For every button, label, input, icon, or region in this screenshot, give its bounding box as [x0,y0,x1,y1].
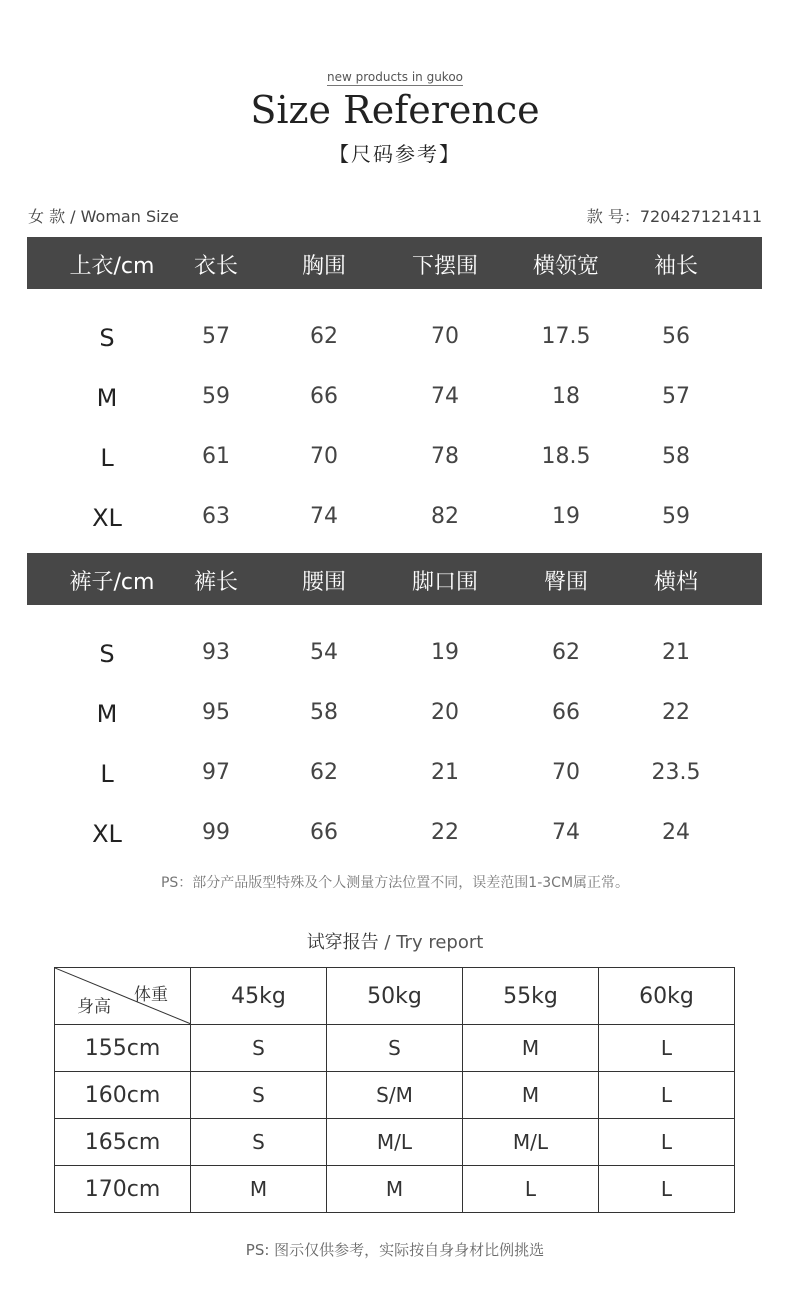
pants-header-bar [27,553,762,605]
size-cell: M [191,1166,327,1213]
tops-cell: 66 [310,384,338,409]
size-cell: S [191,1119,327,1166]
pants-size: XL [92,820,122,848]
tops-size: XL [92,504,122,532]
corner-diagonal [55,968,190,1024]
tagline [0,70,790,84]
pants-row-xl [27,814,762,854]
try-report-row [55,1166,735,1213]
tops-cell: 57 [662,384,690,409]
tops-header-chest: 胸围 [301,254,347,279]
pants-cell: 99 [202,820,230,845]
try-report-row [55,1025,735,1072]
tops-cell: 59 [662,504,690,529]
pants-cell: 20 [431,700,459,725]
tops-header-length: 衣长 [193,254,239,279]
pants-size: S [99,640,115,668]
size-cell: M [463,1072,599,1119]
tops-cell: 63 [202,504,230,529]
try-report-row [55,1119,735,1166]
tops-header-sleeve: 袖长 [653,254,699,279]
pants-cell: 97 [202,760,230,785]
tops-header-bar [27,237,762,289]
tops-cell: 59 [202,384,230,409]
tops-cell: 58 [662,444,690,469]
tops-cell: 61 [202,444,230,469]
size-cell: S [327,1025,463,1072]
tops-cell: 17.5 [541,324,591,349]
measurement-note: PS：部分产品版型特殊及个人测量方法位置不同，误差范围1-3CM属正常。 [160,875,630,891]
pants-cell: 95 [202,700,230,725]
corner-weight-label: 体重 [134,985,168,1005]
tops-row-s [27,318,762,358]
corner-height-label: 身高 [77,997,111,1017]
pants-cell: 66 [310,820,338,845]
pants-row-l [27,754,762,794]
pants-size: L [100,760,114,788]
pants-header-hip: 臀围 [543,570,589,595]
pants-cell: 74 [552,820,580,845]
tops-row-m [27,378,762,418]
tops-header-hem: 下摆围 [411,254,479,279]
size-cell: L [463,1166,599,1213]
tops-cell: 70 [310,444,338,469]
page-subtitle: 【尺码参考】 [329,142,461,166]
tops-cell: 19 [552,504,580,529]
pants-header-waist: 腰围 [301,570,347,595]
size-cell: M/L [463,1119,599,1166]
try-report-table [54,967,735,1213]
try-report-title-cn: 试穿报告 [306,932,379,953]
height-cell: 155cm [55,1025,191,1072]
pants-header-category: 裤子/cm [69,570,155,595]
size-cell: L [599,1119,735,1166]
woman-size-label: 女 款 / Woman Size [28,207,179,226]
pants-cell: 24 [662,820,690,845]
pants-header-crotch: 横档 [653,570,699,595]
pants-cell: 19 [431,640,459,665]
weight-header: 60kg [599,968,735,1025]
diagonal-line [55,968,190,1024]
tops-row-l [27,438,762,478]
pants-cell: 22 [662,700,690,725]
try-report-title [0,928,790,954]
style-number: 款 号：720427121411 [586,207,762,226]
size-cell: L [599,1072,735,1119]
pants-cell: 23.5 [651,760,701,785]
tops-cell: 18 [552,384,580,409]
tops-cell: 78 [431,444,459,469]
pants-row-m [27,694,762,734]
pants-cell: 58 [310,700,338,725]
height-cell: 165cm [55,1119,191,1166]
pants-cell: 70 [552,760,580,785]
tops-cell: 57 [202,324,230,349]
weight-header: 50kg [327,968,463,1025]
tops-cell: 74 [310,504,338,529]
pants-cell: 22 [431,820,459,845]
size-cell: S [191,1025,327,1072]
tops-cell: 62 [310,324,338,349]
tops-row-xl [27,498,762,538]
pants-cell: 21 [431,760,459,785]
page-title: Size Reference [250,88,540,132]
pants-cell: 62 [310,760,338,785]
height-cell: 170cm [55,1166,191,1213]
try-report-row [55,1072,735,1119]
try-report-header-row [55,968,735,1025]
corner-cell [55,968,191,1025]
tops-cell: 56 [662,324,690,349]
pants-row-s [27,634,762,674]
tops-cell: 74 [431,384,459,409]
tops-size: M [96,384,118,412]
pants-cell: 21 [662,640,690,665]
pants-cell: 93 [202,640,230,665]
tops-cell: 82 [431,504,459,529]
pants-header-length: 裤长 [193,570,239,595]
pants-cell: 54 [310,640,338,665]
pants-size: M [96,700,118,728]
tagline-text: new products in gukoo [326,70,464,84]
size-cell: M [463,1025,599,1072]
try-report-title-en: / Try report [378,932,484,953]
pants-cell: 62 [552,640,580,665]
tops-cell: 18.5 [541,444,591,469]
tops-size: S [99,324,115,352]
size-cell: M [327,1166,463,1213]
pants-cell: 66 [552,700,580,725]
weight-header: 55kg [463,968,599,1025]
size-cell: M/L [327,1119,463,1166]
tops-size: L [100,444,114,472]
size-cell: L [599,1166,735,1213]
size-cell: L [599,1025,735,1072]
size-cell: S/M [327,1072,463,1119]
tops-header-collar: 横领宽 [532,254,600,279]
weight-header: 45kg [191,968,327,1025]
size-cell: S [191,1072,327,1119]
pants-header-leg-opening: 脚口围 [411,570,479,595]
reference-note: PS: 图示仅供参考，实际按自身身材比例挑选 [245,1241,545,1259]
tops-header-category: 上衣/cm [69,254,155,279]
tops-cell: 70 [431,324,459,349]
height-cell: 160cm [55,1072,191,1119]
